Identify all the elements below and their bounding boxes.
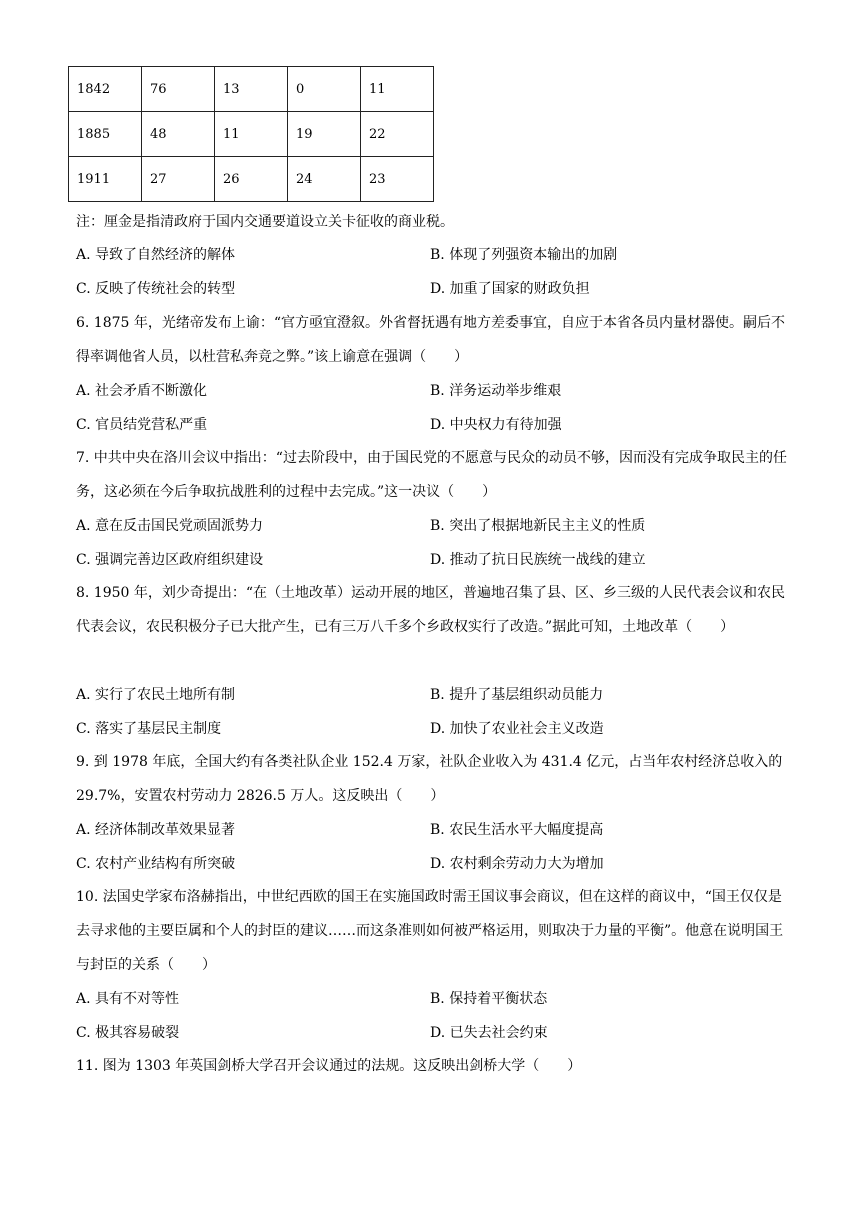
q8-option-b: B. 提升了基层组织动员能力 [430,687,604,703]
table-cell: 13 [215,67,288,112]
table-cell: 26 [215,157,288,202]
table-cell: 22 [361,112,434,157]
table-cell: 76 [142,67,215,112]
data-table [68,66,434,202]
table-cell: 11 [215,112,288,157]
q6-stem: 6. 1875 年，光绪帝发布上谕：“官方亟宜澄叙。外省督抚遇有地方差委事宜，自应于本省各员内量材器使。嗣后不得率调他省人员，以杜营私奔竞之弊。”该上谕意在强调（ ） [76,315,786,365]
q5-option-c: C. 反映了传统社会的转型 [76,281,236,297]
table-note: 注：厘金是指清政府于国内交通要道设立关卡征收的商业税。 [76,214,454,230]
q6-option-a: A. 社会矛盾不断激化 [76,383,208,399]
q5-option-a: A. 导致了自然经济的解体 [76,247,236,263]
q7-stem: 7. 中共中央在洛川会议中指出：“过去阶段中，由于国民党的不愿意与民众的动员不够，因而没有完成争取民主的任务，这必须在今后争取抗战胜利的过程中去完成。”这一决议（ ） [76,450,787,500]
q8-stem: 8. 1950 年，刘少奇提出：“在（土地改革）运动开展的地区，普遍地召集了县、区、乡三级的人民代表会议和农民代表会议，农民积极分子已大批产生，已有三万八千多个乡政权实行了改造。”据此可知，土地改革（ ） [76,585,786,635]
table-cell: 24 [288,157,361,202]
q6-option-c: C. 官员结党营私严重 [76,417,208,433]
q10-option-b: B. 保持着平衡状态 [430,991,548,1007]
table-cell: 19 [288,112,361,157]
table-cell: 1911 [69,157,142,202]
table-cell: 48 [142,112,215,157]
q6-option-d: D. 中央权力有待加强 [430,417,562,433]
q9-option-b: B. 农民生活水平大幅度提高 [430,822,604,838]
q11-stem: 11. 图为 1303 年英国剑桥大学召开会议通过的法规。这反映出剑桥大学（ ） [76,1058,582,1074]
table-cell: 23 [361,157,434,202]
q7-option-c: C. 强调完善边区政府组织建设 [76,552,264,568]
table-row [69,67,434,112]
table-cell: 0 [288,67,361,112]
q9-stem: 9. 到 1978 年底，全国大约有各类社队企业 152.4 万家，社队企业收入为 431.4 亿元，占当年农村经济总收入的 29.7%，安置农村劳动力 2826.5 万人。这反映出（ ） [76,754,783,804]
q7-option-d: D. 推动了抗日民族统一战线的建立 [430,552,646,568]
q10-stem: 10. 法国史学家布洛赫指出，中世纪西欧的国王在实施国政时需王国议事会商议，但在这样的商议中，“国王仅仅是去寻求他的主要臣属和个人的封臣的建议……而这条准则如何被严格运用，则取决于力量的平衡”。他意在说明国王与封臣的关系（ ） [76,889,784,973]
q5-option-b: B. 体现了列强资本输出的加剧 [430,247,618,263]
q9-option-a: A. 经济体制改革效果显著 [76,822,236,838]
q10-option-a: A. 具有不对等性 [76,991,180,1007]
q5-option-d: D. 加重了国家的财政负担 [430,281,590,297]
q7-option-a: A. 意在反击国民党顽固派势力 [76,518,264,534]
table-cell: 1842 [69,67,142,112]
q10-option-c: C. 极其容易破裂 [76,1025,180,1041]
q7-option-b: B. 突出了根据地新民主主义的性质 [430,518,646,534]
table-cell: 1885 [69,112,142,157]
q8-option-c: C. 落实了基层民主制度 [76,721,222,737]
q9-option-c: C. 农村产业结构有所突破 [76,856,236,872]
q8-option-a: A. 实行了农民土地所有制 [76,687,236,703]
table-row [69,112,434,157]
q8-option-d: D. 加快了农业社会主义改造 [430,721,604,737]
q9-option-d: D. 农村剩余劳动力大为增加 [430,856,604,872]
table-cell: 27 [142,157,215,202]
q10-option-d: D. 已失去社会约束 [430,1025,548,1041]
table-cell: 11 [361,67,434,112]
table-row [69,157,434,202]
q6-option-b: B. 洋务运动举步维艰 [430,383,562,399]
